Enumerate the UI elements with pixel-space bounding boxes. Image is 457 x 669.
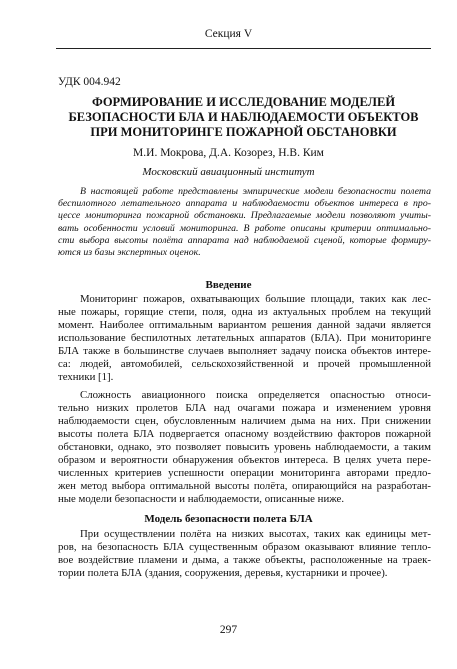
title-line: БЕЗОПАСНОСТИ БЛА И НАБЛЮДАЕМОСТИ ОБЪЕКТОВ: [68, 110, 419, 124]
text-line: тории полета БЛА (здания, сооружения, деревья, кустарники и прочее).: [58, 567, 388, 579]
text-line: ров, на безопасность БЛА существенным образом оказывают влияние тепло-: [58, 541, 431, 553]
text-line: ные пожары, горящие степи, поля, одна из актуальных проблем на текущий: [58, 306, 431, 318]
text-line: образом и вероятности обнаружения объектов интереса. В целях учета пере-: [58, 454, 431, 466]
paper-title: [56, 95, 431, 140]
text-line: тельно низких пролетов БЛА над очагами пожара и изменением уровня: [58, 402, 431, 414]
title-line: ПРИ МОНИТОРИНГЕ ПОЖАРНОЙ ОБСТАНОВКИ: [90, 125, 397, 139]
text-line: Сложность авиационного поиска определяется опасностью относи-: [80, 389, 431, 401]
text-line: техники [1].: [58, 371, 114, 383]
intro-paragraph-1: [58, 293, 431, 384]
authors: М.И. Мокрова, Д.А. Козорез, Н.В. Ким: [133, 147, 324, 159]
text-line: высоты полета БЛА подвергается опасному воздействию факторов пожарной: [58, 428, 431, 440]
abstract: [58, 186, 431, 259]
intro-paragraph-2: [58, 389, 431, 506]
safety-paragraph-1: [58, 528, 431, 580]
text-line: момент. Наиболее оптимальным вариантом решения данной задачи является: [58, 319, 431, 331]
title-line: ФОРМИРОВАНИЕ И ИССЛЕДОВАНИЕ МОДЕЛЕЙ: [91, 95, 396, 109]
abstract-line: цессе мониторинга пожарной обстановки. Предлагаемые модели позволяют учиты-: [58, 210, 431, 222]
text-line: использование беспилотных летательных аппаратов (БЛА). При мониторинге: [58, 332, 431, 344]
page-number: 297: [219, 624, 238, 636]
text-line: ные модели безопасности и наблюдаемости, описанные ниже.: [58, 493, 345, 505]
abstract-line: сти выбора высоты полёта аппарата над наблюдаемой сценой, которые формиру-: [58, 234, 431, 246]
abstract-line: В настоящей работе представлены эмпирические модели безопасности полета: [80, 186, 431, 197]
abstract-line: беспилотного летательного аппарата и наблюдаемости объектов интереса в про-: [58, 198, 431, 210]
text-line: обстановки, однако, это позволяет повысить уровень наблюдаемости, а таким: [58, 441, 431, 453]
section-heading-introduction: Введение: [205, 279, 252, 291]
running-header: Секция V: [204, 28, 253, 40]
section-heading-safety-model: Модель безопасности полета БЛА: [144, 513, 313, 525]
header-rule: [56, 48, 431, 49]
text-line: вое воздействие пламени и дыма, а также объекты, расположенные на траек-: [58, 554, 431, 566]
abstract-line: ются из базы экспертных оценок.: [58, 247, 201, 259]
institution: Московский авиационный институт: [142, 166, 315, 178]
text-line: жен метод выбора оптимальной высоты полёта, опирающийся на разработан-: [58, 480, 431, 492]
text-line: са: людей, автомобилей, сельскохозяйственной и прочей промышленной: [58, 358, 431, 370]
abstract-line: вать особенности условий мониторинга. В работе описаны критерии оптимально-: [58, 222, 431, 234]
text-line: численных критериев успешности операции мониторинга авторами предло-: [58, 467, 431, 479]
text-line: наблюдаемости сцен, обусловленным наличием дыма на них. При снижении: [58, 415, 431, 427]
text-line: Мониторинг пожаров, охватывающих большие площади, таких как лес-: [80, 293, 431, 305]
text-line: При осуществлении полёта на низких высотах, таких как единицы мет-: [80, 528, 431, 540]
text-line: БЛА также в большинстве случаев выполняет задачу поиска объектов интере-: [58, 345, 431, 357]
udk-code: УДК 004.942: [58, 76, 121, 88]
